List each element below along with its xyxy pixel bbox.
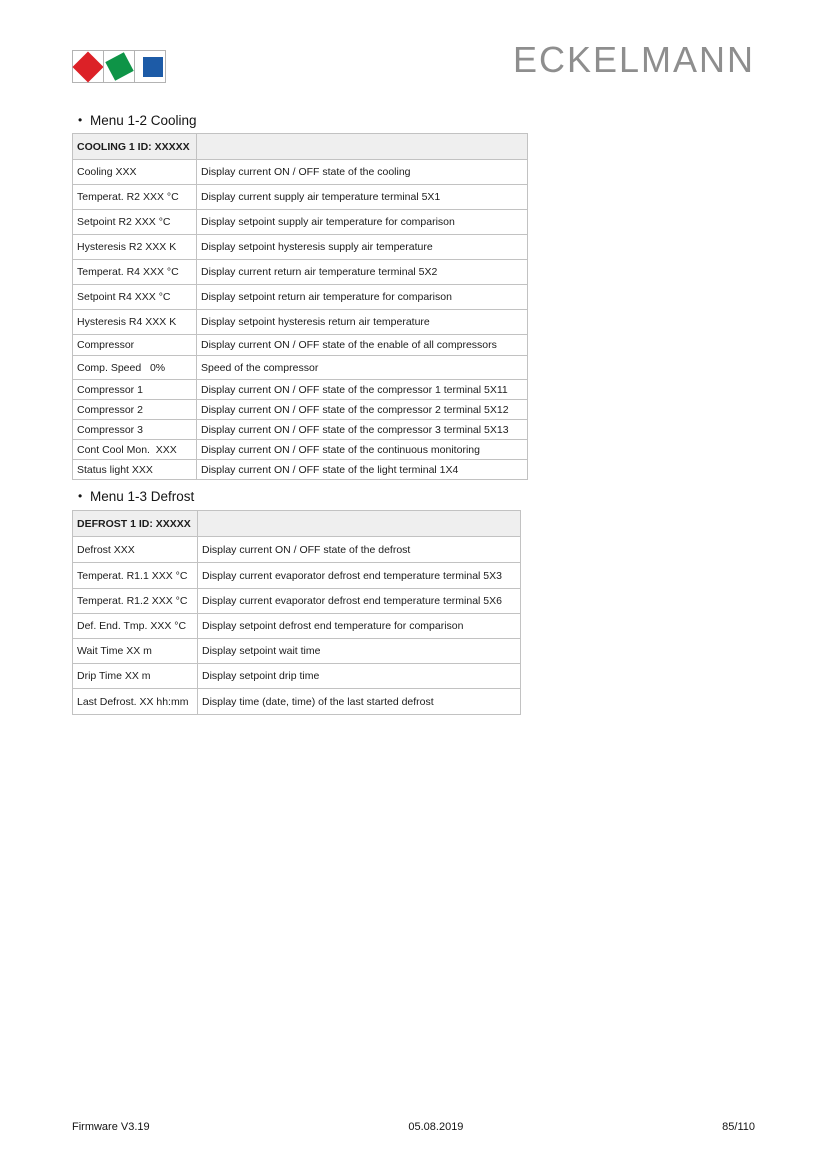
param-cell: Temperat. R2 XXX °C bbox=[73, 185, 197, 210]
table-row bbox=[73, 260, 528, 285]
param-cell: Temperat. R1.1 XXX °C bbox=[73, 563, 198, 589]
description-cell: Display current ON / OFF state of the continuous monitoring bbox=[197, 440, 528, 460]
param-cell: Cooling XXX bbox=[73, 160, 197, 185]
description-cell: Display current return air temperature terminal 5X2 bbox=[197, 260, 528, 285]
section-title-cooling bbox=[78, 113, 197, 128]
bullet-icon: • bbox=[78, 489, 83, 503]
param-cell: Hysteresis R4 XXX K bbox=[73, 310, 197, 335]
footer-page-number: 85/110 bbox=[722, 1121, 755, 1133]
description-cell: Display current supply air temperature terminal 5X1 bbox=[197, 185, 528, 210]
table-row bbox=[73, 380, 528, 400]
logo-cell-blue bbox=[134, 50, 166, 83]
description-cell: Display current ON / OFF state of the defrost bbox=[198, 537, 521, 563]
table-header-empty bbox=[197, 134, 528, 160]
description-cell: Display current ON / OFF state of the compressor 2 terminal 5X12 bbox=[197, 400, 528, 420]
param-cell: Last Defrost. XX hh:mm bbox=[73, 689, 198, 715]
table-row bbox=[73, 310, 528, 335]
param-cell: Compressor bbox=[73, 335, 197, 356]
param-cell: Wait Time XX m bbox=[73, 639, 198, 664]
red-square-icon bbox=[72, 51, 103, 82]
logo-cell-red bbox=[72, 50, 104, 83]
table-row bbox=[73, 664, 521, 689]
table-header: DEFROST 1 ID: XXXXX bbox=[73, 511, 198, 537]
table-header-row bbox=[73, 134, 528, 160]
brand-wordmark: ECKELMANN bbox=[512, 39, 755, 80]
description-cell: Speed of the compressor bbox=[197, 356, 528, 380]
param-cell: Comp. Speed 0% bbox=[73, 356, 197, 380]
table-row bbox=[73, 639, 521, 664]
section-title-label: Menu 1-3 Defrost bbox=[90, 489, 195, 504]
table-row bbox=[73, 285, 528, 310]
description-cell: Display current ON / OFF state of the compressor 1 terminal 5X11 bbox=[197, 380, 528, 400]
table-header: COOLING 1 ID: XXXXX bbox=[73, 134, 197, 160]
table-row bbox=[73, 356, 528, 380]
description-cell: Display current ON / OFF state of the light terminal 1X4 bbox=[197, 460, 528, 480]
footer-date: 05.08.2019 bbox=[408, 1121, 464, 1133]
description-cell: Display current ON / OFF state of the enable of all compressors bbox=[197, 335, 528, 356]
description-cell: Display time (date, time) of the last started defrost bbox=[198, 689, 521, 715]
param-cell: Drip Time XX m bbox=[73, 664, 198, 689]
description-cell: Display current evaporator defrost end temperature terminal 5X3 bbox=[198, 563, 521, 589]
param-cell: Setpoint R4 XXX °C bbox=[73, 285, 197, 310]
description-cell: Display current evaporator defrost end temperature terminal 5X6 bbox=[198, 589, 521, 614]
table-row bbox=[73, 563, 521, 589]
param-cell: Setpoint R2 XXX °C bbox=[73, 210, 197, 235]
table-row bbox=[73, 400, 528, 420]
table-row bbox=[73, 440, 528, 460]
description-cell: Display setpoint return air temperature for comparison bbox=[197, 285, 528, 310]
param-cell: Temperat. R1.2 XXX °C bbox=[73, 589, 198, 614]
bullet-icon: • bbox=[78, 113, 83, 127]
defrost-table bbox=[72, 510, 521, 715]
param-cell: Hysteresis R2 XXX K bbox=[73, 235, 197, 260]
param-cell: Compressor 1 bbox=[73, 380, 197, 400]
description-cell: Display setpoint wait time bbox=[198, 639, 521, 664]
footer-firmware-version: Firmware V3.19 bbox=[72, 1121, 150, 1133]
table-row bbox=[73, 537, 521, 563]
section-title-label: Menu 1-2 Cooling bbox=[90, 113, 197, 128]
table-header-empty bbox=[198, 511, 521, 537]
cooling-table bbox=[72, 133, 528, 480]
table-row bbox=[73, 160, 528, 185]
description-cell: Display setpoint hysteresis supply air temperature bbox=[197, 235, 528, 260]
blue-square-icon bbox=[143, 57, 163, 77]
section-title-defrost bbox=[78, 489, 194, 504]
table-row bbox=[73, 689, 521, 715]
table-row bbox=[73, 460, 528, 480]
table-row bbox=[73, 614, 521, 639]
description-cell: Display setpoint defrost end temperature for comparison bbox=[198, 614, 521, 639]
description-cell: Display setpoint hysteresis return air temperature bbox=[197, 310, 528, 335]
page-footer bbox=[72, 1121, 755, 1133]
logo-cell-green bbox=[103, 50, 135, 83]
description-cell: Display setpoint drip time bbox=[198, 664, 521, 689]
table-row bbox=[73, 420, 528, 440]
table-header-row bbox=[73, 511, 521, 537]
param-cell: Defrost XXX bbox=[73, 537, 198, 563]
table-row bbox=[73, 589, 521, 614]
description-cell: Display current ON / OFF state of the compressor 3 terminal 5X13 bbox=[197, 420, 528, 440]
param-cell: Compressor 3 bbox=[73, 420, 197, 440]
param-cell: Status light XXX bbox=[73, 460, 197, 480]
description-cell: Display current ON / OFF state of the cooling bbox=[197, 160, 528, 185]
param-cell: Temperat. R4 XXX °C bbox=[73, 260, 197, 285]
table-row bbox=[73, 335, 528, 356]
param-cell: Cont Cool Mon. XXX bbox=[73, 440, 197, 460]
green-square-icon bbox=[105, 52, 133, 80]
table-row bbox=[73, 185, 528, 210]
param-cell: Compressor 2 bbox=[73, 400, 197, 420]
company-logo bbox=[72, 50, 166, 83]
param-cell: Def. End. Tmp. XXX °C bbox=[73, 614, 198, 639]
table-row bbox=[73, 210, 528, 235]
description-cell: Display setpoint supply air temperature for comparison bbox=[197, 210, 528, 235]
table-row bbox=[73, 235, 528, 260]
